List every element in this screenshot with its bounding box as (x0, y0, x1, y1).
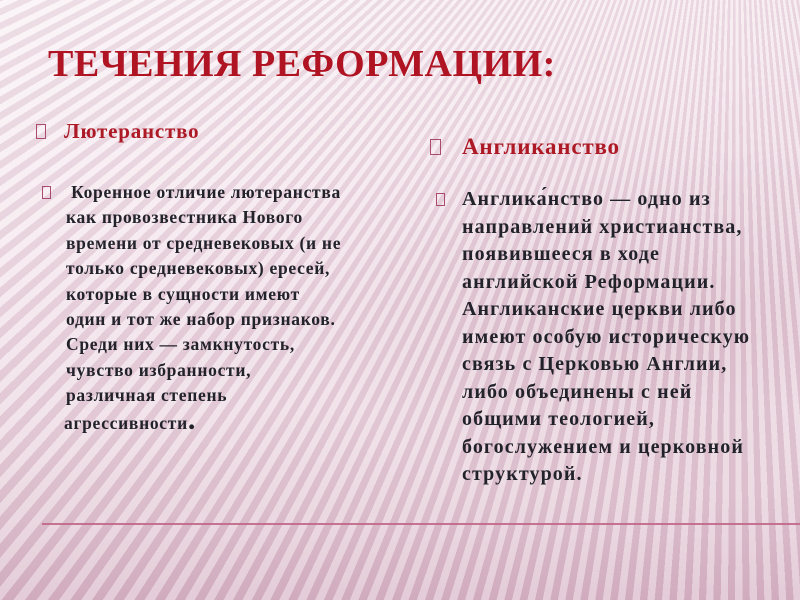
left-column-header: Лютеранство (64, 119, 200, 143)
right-column-header-row (430, 134, 620, 160)
right-column-paragraph-row (436, 186, 796, 489)
bullet-marker-icon (42, 186, 51, 199)
large-period: . (187, 403, 197, 436)
bullet-marker-icon (36, 124, 46, 139)
left-column-paragraph-row (42, 180, 388, 409)
right-column-paragraph: Англика́нство — одно из направлений христианства, появившееся в ходе английской Реформации. Англиканские церкви либо имеют особую историческую связь с Церковью Англии, либо объединены с ней общими теологией, богослужением и церковной структурой. (462, 188, 751, 485)
right-column-header: Англиканство (462, 134, 620, 159)
bullet-marker-icon (436, 193, 445, 206)
bullet-marker-icon (430, 139, 441, 155)
left-column-last-line (64, 403, 197, 436)
divider-line (42, 523, 800, 525)
last-line-text: агрессивности (64, 413, 188, 433)
slide-title: ТЕЧЕНИЯ РЕФОРМАЦИИ: (48, 43, 556, 85)
left-column-paragraph: Коренное отличие лютеранства как провозвестника Нового времени от средневековых (и не только средневековых) ересей, которые в сущности имеют один и тот же набор признаков. Среди них — замкнутость, чувство избранности, различная степень (66, 182, 342, 406)
left-column-header-row (36, 119, 199, 144)
